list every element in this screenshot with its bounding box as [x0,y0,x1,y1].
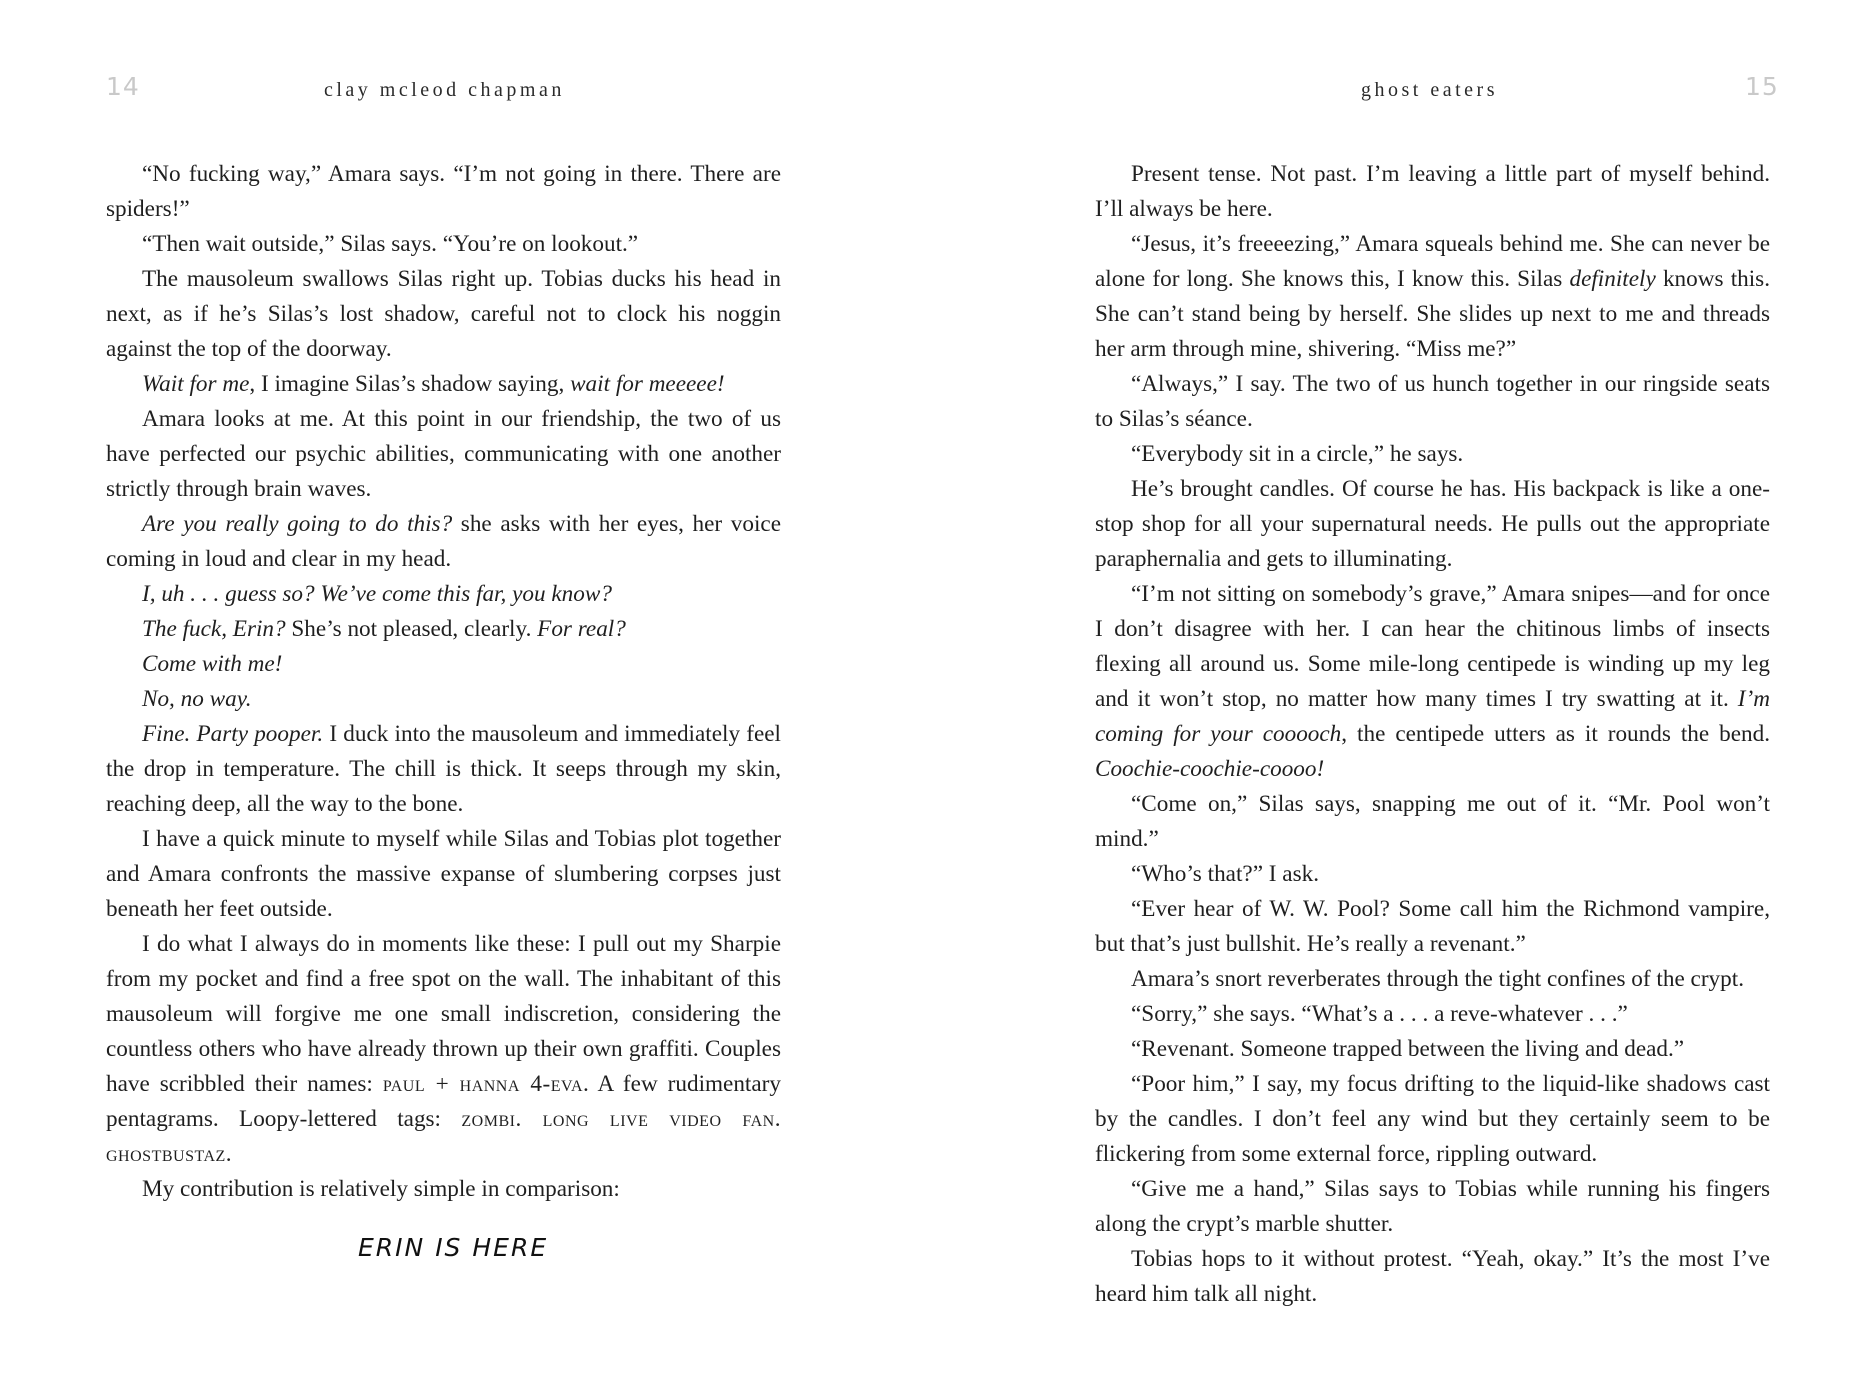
paragraph: I have a quick minute to myself while Silas and Tobias plot together and Amara confronts the massive expanse of slumbering corpses just beneath her feet outside. [106,826,781,922]
paragraph: “Then wait outside,” Silas says. “You’re on lookout.” [142,231,639,257]
paragraph [106,647,781,682]
paragraph: Present tense. Not past. I’m leaving a little part of myself behind. I’ll always be here. [1095,161,1770,222]
paragraph: Amara looks at me. At this point in our friendship, the two of us have perfected our psychic abilities, communicating with one another strictly through brain waves. [106,406,781,502]
paragraph [106,717,781,822]
italic-text: Come with me! [142,651,283,677]
italic-text: wait for meeeee! [570,371,725,397]
text-run: I do what I always do in moments like these: I pull out my Sharpie from my pocket and find a free spot on the wall. The inhabitant of this mausoleum will forgive me one small indiscretion, considering the countless others who have already thrown up their own graffiti. Couples have scribbled their names: [106,931,781,1097]
italic-text: Coochie-coochie-coooo! [1095,756,1325,782]
paragraph: “Everybody sit in a circle,” he says. [1131,441,1464,467]
paragraph: “Always,” I say. The two of us hunch together in our ringside seats to Silas’s séance. [1095,371,1770,432]
small-caps-text: paul + hanna 4-eva [382,1071,584,1097]
italic-text: Wait for me [142,371,250,397]
text-run: , the centipede utters as it rounds the bend. [1341,721,1770,747]
italic-text: I’m coming for your cooooch [1095,686,1770,747]
text-run: “I’m not sitting on somebody’s grave,” Amara snipes—and for once I don’t disagree with her. I can hear the chitinous limbs of insects flexing all around us. Some mile-long centipede is winding up my leg and it won’t stop, no matter how many times I try swatting at it. [1095,581,1770,712]
italic-text: The fuck, Erin? [142,616,286,642]
paragraph [106,682,781,717]
right-page [931,0,1863,1395]
right-page-body [1095,157,1770,1312]
text-run: , I imagine Silas’s shadow saying, [249,371,571,397]
italic-text: I, uh . . . guess so? We’ve come this far, you know? [142,581,612,607]
paragraph [106,367,781,402]
small-caps-text: zombi. long live video fan. ghostbustaz. [106,1106,782,1167]
paragraph: My contribution is relatively simple in comparison: [142,1176,620,1202]
italic-text: For real? [537,616,626,642]
paragraph [106,507,781,577]
paragraph [106,927,781,1172]
running-head-title: ghost eaters [1361,79,1498,101]
paragraph: “Who’s that?” I ask. [1131,861,1320,887]
paragraph: “Poor him,” I say, my focus drifting to the liquid-like shadows cast by the candles. I don’t feel any wind but they certainly seem to be flickering from some external force, rippling outward. [1095,1071,1770,1167]
handwritten-graffiti: ERIN IS HERE [358,1233,549,1262]
running-head-author: clay mcleod chapman [324,79,565,101]
paragraph: Amara’s snort reverberates through the tight confines of the crypt. [1131,966,1744,992]
left-page-body [106,157,781,1207]
paragraph: “Give me a hand,” Silas says to Tobias while running his fingers along the crypt’s marble shutter. [1095,1176,1770,1237]
paragraph: “Ever hear of W. W. Pool? Some call him the Richmond vampire, but that’s just bullshit. He’s really a revenant.” [1095,896,1770,957]
page-number: 14 [106,72,140,101]
paragraph: He’s brought candles. Of course he has. His backpack is like a one-stop shop for all your supernatural needs. He pulls out the appropriate paraphernalia and gets to illuminating. [1095,476,1770,572]
paragraph: “No fucking way,” Amara says. “I’m not going in there. There are spiders!” [106,161,781,222]
paragraph [106,612,781,647]
text-run: . A few rudimentary pentagrams. Loopy-lettered tags: [106,1071,781,1132]
italic-text: Fine. Party pooper. [142,721,324,747]
paragraph [106,577,781,612]
paragraph: The mausoleum swallows Silas right up. Tobias ducks his head in next, as if he’s Silas’s lost shadow, careful not to clock his noggin against the top of the doorway. [106,266,781,362]
paragraph: “Sorry,” she says. “What’s a . . . a reve-whatever . . .” [1131,1001,1628,1027]
text-run: I duck into the mausoleum and immediately feel the drop in temperature. The chill is thick. It seeps through my skin, reaching deep, all the way to the bone. [106,721,781,817]
text-run: “Jesus, it’s freeeezing,” Amara squeals behind me. She can never be alone for long. She knows this, I know this. Silas [1095,231,1770,292]
italic-text: No, no way. [142,686,252,712]
text-run: knows this. She can’t stand being by herself. She slides up next to me and threads her arm through mine, shivering. “Miss me?” [1095,266,1770,362]
page-number: 15 [1745,72,1779,101]
paragraph [1095,227,1770,367]
paragraph [1095,577,1770,787]
text-run: she asks with her eyes, her voice coming in loud and clear in my head. [106,511,781,572]
paragraph: “Come on,” Silas says, snapping me out of it. “Mr. Pool won’t mind.” [1095,791,1770,852]
text-run: She’s not pleased, clearly. [285,616,538,642]
italic-text: definitely [1569,266,1656,292]
left-page [0,0,931,1395]
paragraph: Tobias hops to it without protest. “Yeah, okay.” It’s the most I’ve heard him talk all night. [1095,1246,1770,1307]
paragraph: “Revenant. Someone trapped between the living and dead.” [1131,1036,1685,1062]
italic-text: Are you really going to do this? [142,511,453,537]
